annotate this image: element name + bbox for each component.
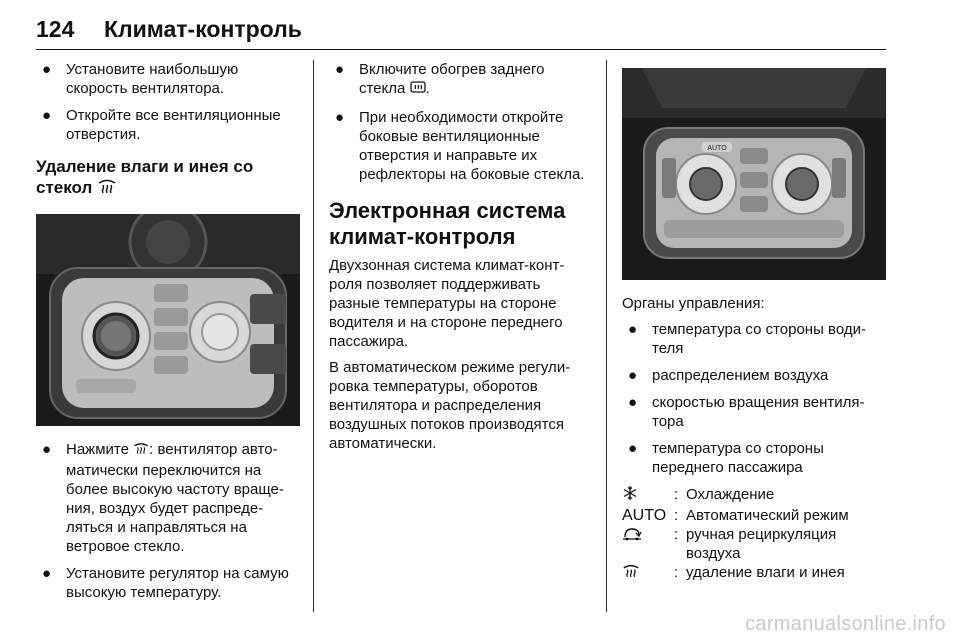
climate-panel-photo bbox=[36, 214, 300, 426]
section-heading-defrost: Удаление влаги и инея со стекол bbox=[36, 156, 300, 200]
auto-symbol: AUTO bbox=[622, 507, 667, 524]
list-item bbox=[622, 393, 886, 431]
list-item-text: температура со стороны води-теля bbox=[652, 321, 866, 357]
list-item-text: При необходимости откройте боковые вентиляционные отверстия и направьте их рефлекторы на боковые стекла. bbox=[359, 109, 585, 183]
auto-button-label: AUTO bbox=[707, 145, 727, 152]
list-item-text: скоростью вращения вентиля-тора bbox=[652, 394, 865, 430]
legend-desc: ручная рециркуляция воздуха bbox=[686, 526, 837, 562]
defrost-icon bbox=[133, 442, 149, 461]
page-title: Климат-контроль bbox=[104, 16, 302, 42]
legend-row: AUTO : Автоматический режим bbox=[622, 506, 886, 525]
legend-desc: Автоматический режим bbox=[686, 507, 849, 524]
bullet-glyph: ● bbox=[42, 107, 52, 124]
column-1 bbox=[36, 60, 300, 610]
defrost-icon bbox=[97, 179, 117, 200]
legend-desc: удаление влаги и инея bbox=[686, 564, 845, 581]
list-item bbox=[622, 439, 886, 477]
list-item bbox=[36, 60, 300, 98]
list-item bbox=[622, 320, 886, 358]
list-item-text: распределением воздуха bbox=[652, 367, 829, 384]
list-item-text: температура со стороны переднего пассажира bbox=[652, 440, 824, 476]
paragraph: В автоматическом режиме регули-ровка температуры, оборотов вентилятора и распределения воздушных потоков производятся автоматически. bbox=[329, 359, 571, 452]
list-item bbox=[622, 366, 886, 385]
list-item-text: Нажмите bbox=[66, 441, 129, 458]
bullet-glyph: ● bbox=[42, 61, 52, 78]
bullet-glyph: ● bbox=[42, 565, 52, 582]
list-item-text: . bbox=[425, 80, 430, 97]
paragraph: Двухзонная система климат-конт-роля позволяет поддерживать разные температуры на стороне водителя и на стороне переднего пассажира. bbox=[329, 257, 565, 350]
list-item-text: Установите регулятор на самую высокую температуру. bbox=[66, 565, 289, 601]
list-item bbox=[329, 108, 593, 184]
rear-window-heat-icon bbox=[410, 81, 426, 100]
header-rule bbox=[36, 49, 886, 50]
list-item bbox=[36, 106, 300, 144]
list-item-text: Откройте все вентиляционные отверстия. bbox=[66, 107, 281, 143]
list-item bbox=[36, 564, 300, 602]
list-item bbox=[329, 60, 593, 100]
legend-row: : ручная рециркуляция воздуха bbox=[622, 525, 886, 563]
column-divider-1 bbox=[313, 60, 314, 612]
electronic-climate-panel-photo bbox=[622, 68, 886, 280]
recirculation-icon bbox=[622, 527, 642, 546]
bullet-glyph: ● bbox=[628, 321, 638, 338]
list-item-text: Установите наибольшую скорость вентилятора. bbox=[66, 61, 239, 97]
bullet-glyph: ● bbox=[42, 441, 52, 458]
defrost-icon bbox=[622, 564, 640, 584]
legend-row: : удаление влаги и инея bbox=[622, 563, 886, 584]
list-item bbox=[36, 440, 300, 556]
page-number: 124 bbox=[36, 16, 75, 42]
bullet-glyph: ● bbox=[628, 440, 638, 457]
bullet-glyph: ● bbox=[628, 394, 638, 411]
legend-desc: Охлаждение bbox=[686, 486, 775, 503]
legend-row: : Охлаждение bbox=[622, 485, 886, 506]
controls-title: Органы управления: bbox=[622, 295, 765, 312]
section-heading-electronic: Электронная система климат-контроля bbox=[329, 198, 566, 249]
page-header bbox=[36, 16, 886, 50]
list-item-text: : вентилятор авто-матически переключится на более высокую частоту враще-ния, воздух будет распреде-ляться и направляться на ветровое стекло. bbox=[66, 441, 284, 555]
bullet-glyph: ● bbox=[335, 109, 345, 126]
column-3 bbox=[622, 60, 886, 584]
watermark: carmanualsonline.info bbox=[745, 613, 946, 635]
snowflake-icon bbox=[622, 485, 638, 506]
column-2 bbox=[329, 60, 593, 460]
bullet-glyph: ● bbox=[628, 367, 638, 384]
list-item-text: Включите обогрев заднего стекла bbox=[359, 61, 545, 97]
bullet-glyph: ● bbox=[335, 61, 345, 78]
column-divider-2 bbox=[606, 60, 607, 612]
